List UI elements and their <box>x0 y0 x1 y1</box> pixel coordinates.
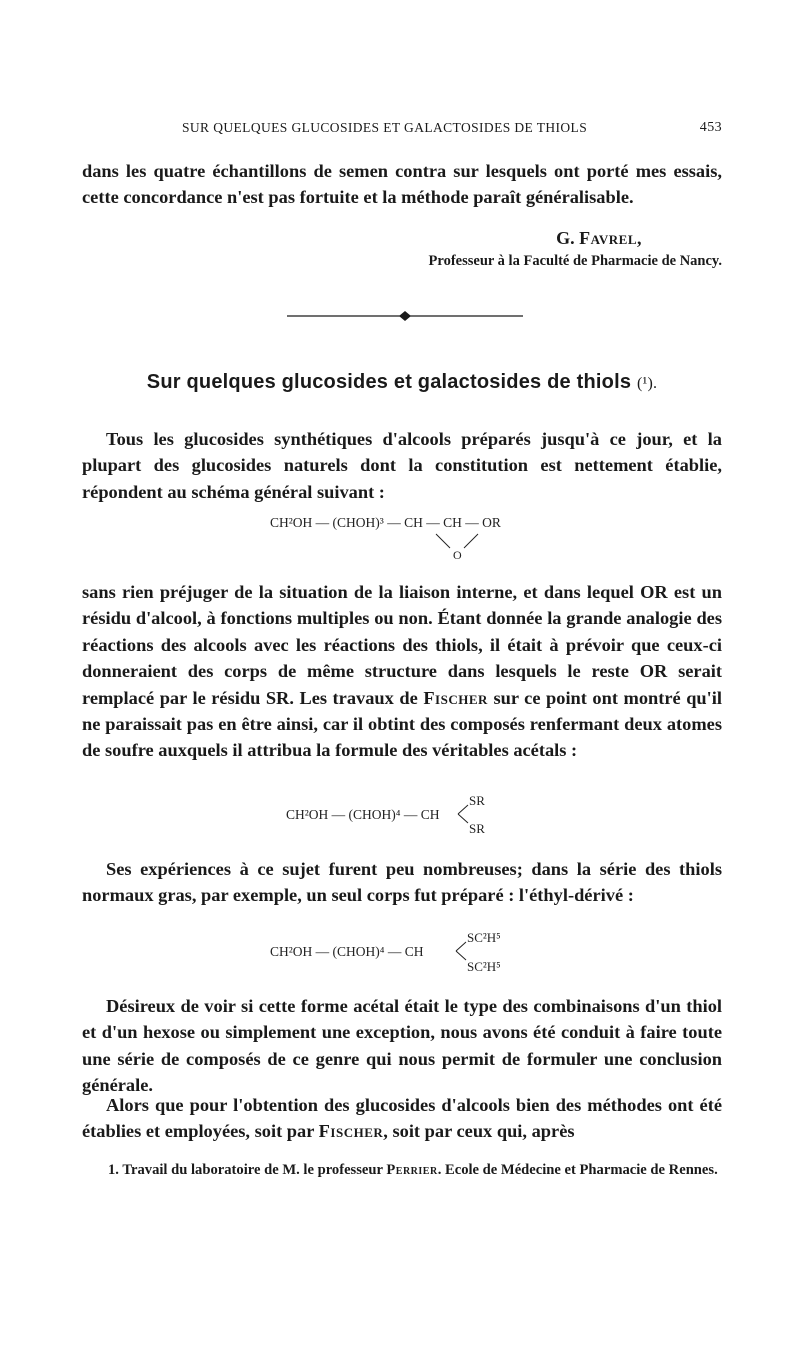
formula-glucoside-schema <box>270 512 570 562</box>
formula-3-top-group: SC²H⁵ <box>467 930 501 945</box>
paragraph-5-part-b: , soit par ceux qui, après <box>383 1121 575 1142</box>
paragraph-4-text: Désireux de voir si cette forme acétal était le type des combinaisons d'un thiol et d'un hexose ou simplement une exception, nous avons été conduit à faire toute une série de composés de ce genre qui nous permit de formuler une conclusion générale. <box>82 996 722 1096</box>
formula-3-main: CH²OH — (CHOH)⁴ — CH <box>270 944 424 959</box>
formula-2-main: CH²OH — (CHOH)⁴ — CH <box>286 807 440 822</box>
page-number: 453 <box>699 120 722 135</box>
paragraph-2-author: Fischer <box>423 687 488 708</box>
signature-block <box>82 228 722 270</box>
footnote <box>82 1159 722 1181</box>
running-head <box>82 120 722 140</box>
formula-1-oxygen-bridge: O <box>453 548 462 562</box>
formula-ethyl-derivative <box>270 926 550 978</box>
formula-2-top-group: SR <box>469 793 485 808</box>
intro-text: dans les quatre échantillons de semen contra sur lesquels ont porté mes essais, cette concordance n'est pas fortuite et la méthode paraît généralisable. <box>82 161 722 208</box>
running-head-title: SUR QUELQUES GLUCOSIDES ET GALACTOSIDES DE THIOLS <box>182 120 588 135</box>
footnote-text-a: Travail du laboratoire de M. le professeur <box>122 1162 383 1178</box>
footnote-text-b: . Ecole de Médecine et Pharmacie de Rennes. <box>437 1162 718 1178</box>
paragraph-5-author: Fischer <box>318 1121 384 1142</box>
formula-2-graphic <box>286 790 546 840</box>
author-affiliation: Professeur à la Faculté de Pharmacie de Nancy. <box>428 253 722 269</box>
footnote-reference: (¹). <box>636 375 658 392</box>
formula-3-bottom-group: SC²H⁵ <box>467 959 501 974</box>
formula-2-bottom-group: SR <box>469 821 485 836</box>
article-title <box>82 371 722 394</box>
diamond-ornament-icon <box>399 311 411 321</box>
paragraph-5 <box>82 1092 722 1145</box>
paragraph-5-part-a: Alors que pour l'obtention des glucosides d'alcools bien des méthodes ont été établies et employées, soit par <box>82 1095 722 1142</box>
paragraph-4 <box>82 993 722 1099</box>
paragraph-1-text: Tous les glucosides synthétiques d'alcools préparés jusqu'à ce jour, et la plupart des glucosides naturels dont la constitution est nettement établie, répondent au schéma général suivant : <box>82 429 722 502</box>
paragraph-3 <box>82 856 722 909</box>
formula-acetal <box>286 790 546 840</box>
article-title-text: Sur quelques glucosides et galactosides de thiols <box>146 371 632 393</box>
author-surname: Favrel, <box>579 228 642 248</box>
formula-1-graphic <box>270 512 570 562</box>
section-separator <box>287 311 523 321</box>
author-initial: G. <box>556 228 575 248</box>
paragraph-2 <box>82 579 722 764</box>
paragraph-5-text <box>82 1092 722 1145</box>
paragraph-1 <box>82 426 722 505</box>
formula-1-main: CH²OH — (CHOH)³ — CH — CH — OR <box>270 515 501 530</box>
paragraph-2-text <box>82 579 722 764</box>
footnote-number: 1. <box>108 1162 119 1178</box>
paragraph-2-part-b: sur ce point ont montré qu'il ne paraissait pas en être ainsi, car il obtint des composés renfermant deux atomes de soufre auxquels il attribua la formule des véritables acétals : <box>82 687 722 761</box>
author-name <box>82 228 722 249</box>
paragraph-2-part-a: sans rien préjuger de la situation de la liaison interne, et dans lequel OR est un résidu d'alcool, à fonctions multiples ou non. Étant donnée la grande analogie des réactions des alcools avec les réactions des thiols, il était à prévoir que ceux-ci donneraient des corps de même structure dans lesquels le reste OR serait remplacé par le résidu SR. Les travaux de <box>82 582 722 708</box>
paragraph-3-text: Ses expériences à ce sujet furent peu nombreuses; dans la série des thiols normaux gras, par exemple, un seul corps fut préparé : l'éthyl-dérivé : <box>82 859 722 906</box>
formula-3-graphic <box>270 926 550 978</box>
footnote-author: Perrier <box>386 1162 438 1178</box>
intro-paragraph <box>82 158 722 211</box>
